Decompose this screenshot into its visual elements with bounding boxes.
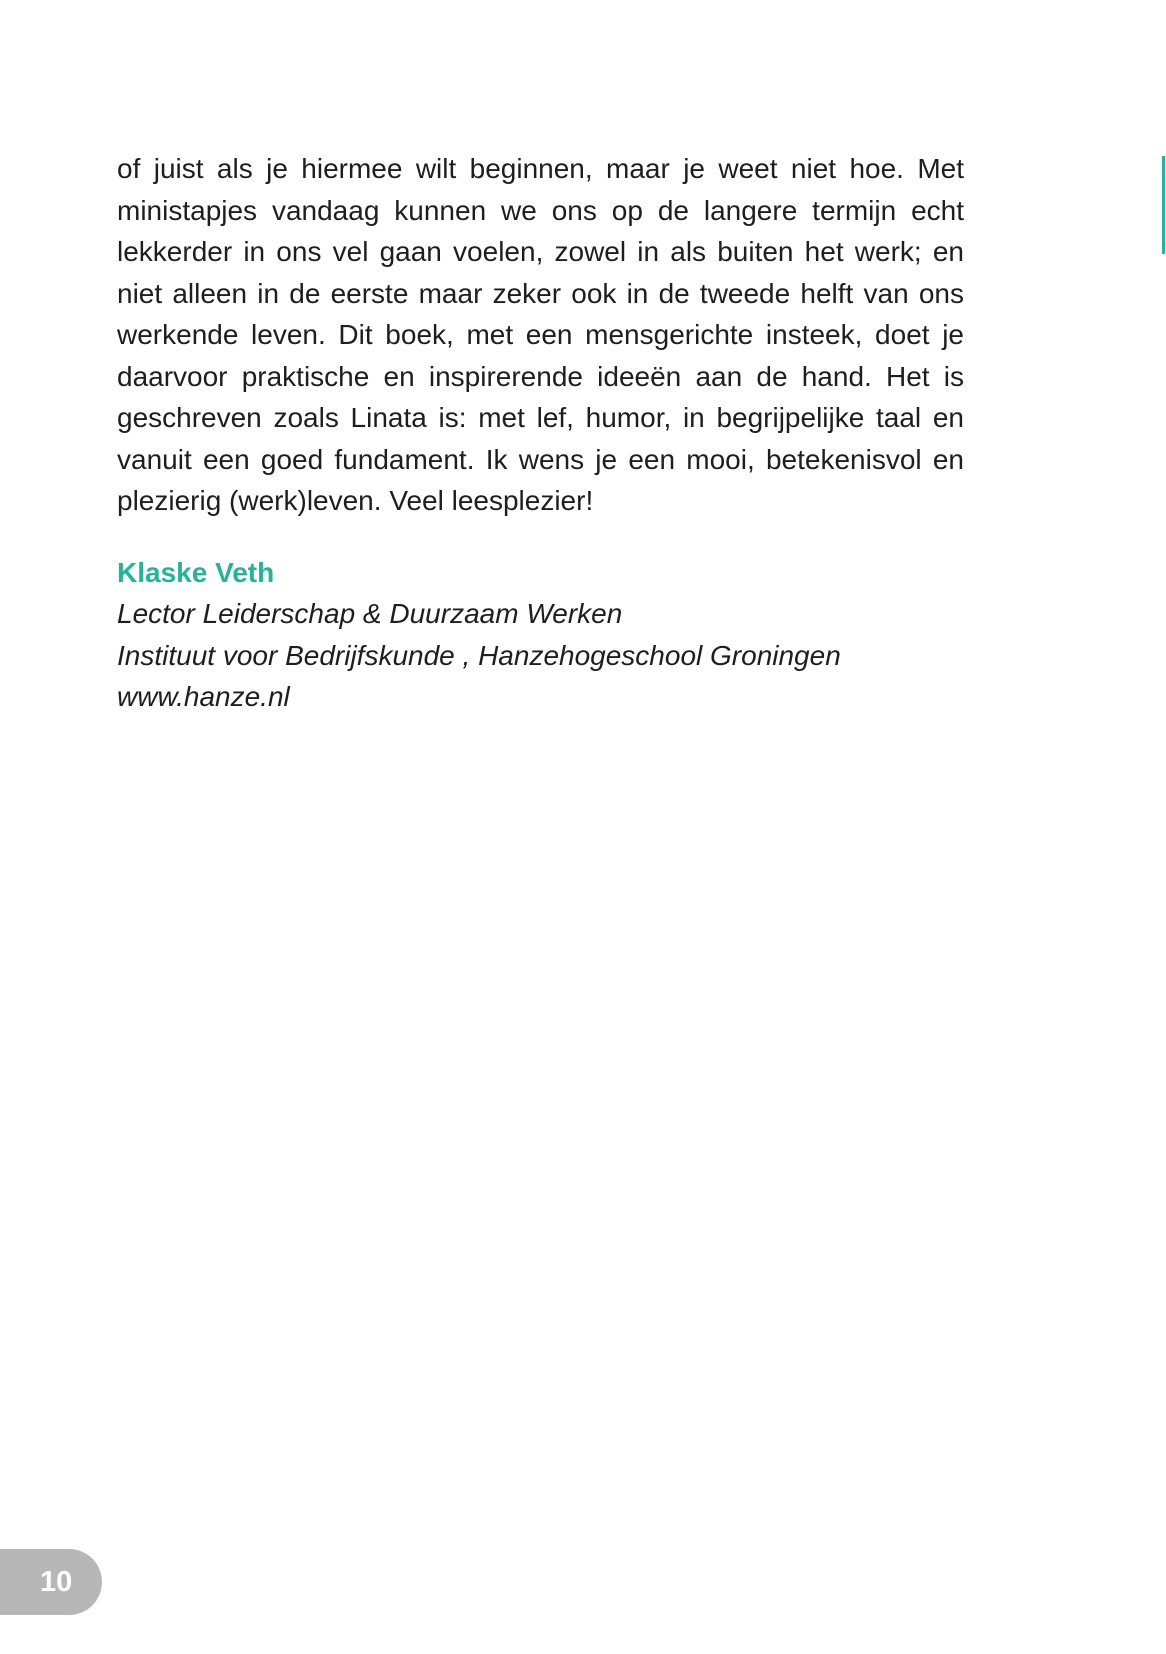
body-line: werkende leven. Dit boek, met een mensgerichte insteek, doet je (117, 319, 964, 350)
page-number: 10 (40, 1565, 73, 1598)
body-line: daarvoor praktische en inspirerende ideeën aan de hand. Het is (117, 360, 964, 392)
author-institution: Instituut voor Bedrijfskunde , Hanzehogeschool Groningen (117, 639, 841, 671)
body-line: ministapjes vandaag kunnen we ons op de langere termijn echt (117, 194, 964, 226)
page-content (117, 148, 964, 718)
body-line: plezierig (werk)leven. Veel leesplezier! (117, 485, 594, 516)
body-line: vanuit een goed fundament. Ik wens je een mooi, betekenisvol en (117, 443, 964, 475)
signature-block (117, 552, 964, 718)
body-line: of juist als je hiermee wilt beginnen, maar je weet niet hoe. Met (117, 153, 964, 184)
page-number-tab (0, 1549, 102, 1615)
author-website: www.hanze.nl (117, 681, 290, 712)
author-name: Klaske Veth (117, 556, 275, 588)
author-role: Lector Leiderschap & Duurzaam Werken (117, 598, 623, 629)
body-line: niet alleen in de eerste maar zeker ook in de tweede helft van ons (117, 277, 964, 309)
body-line: geschreven zoals Linata is: met lef, humor, in begrijpelijke taal en (117, 402, 964, 433)
body-paragraph (117, 148, 964, 522)
body-line: lekkerder in ons vel gaan voelen, zowel in als buiten het werk; en (117, 236, 964, 267)
edge-accent-bar (1162, 156, 1165, 254)
